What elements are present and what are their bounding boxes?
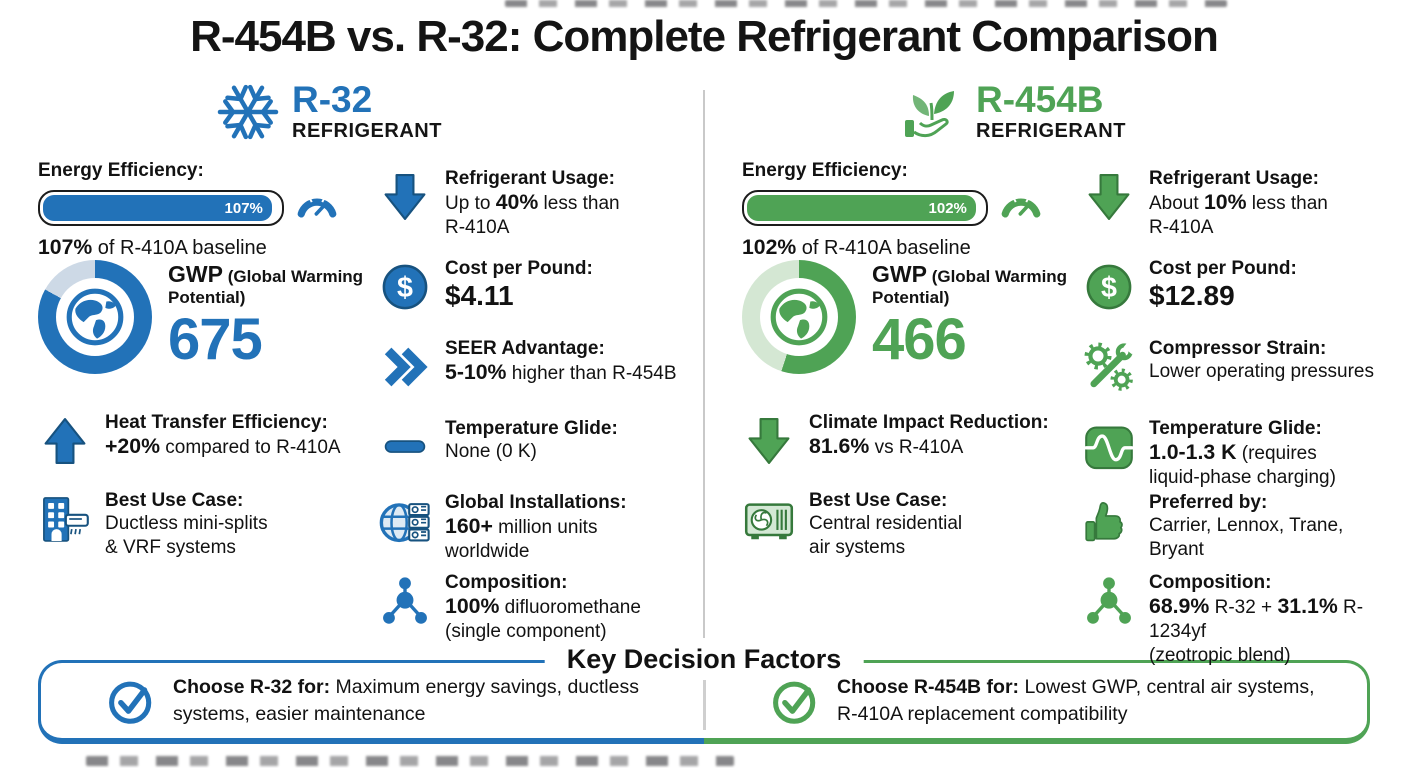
text-segment: R-410A replacement compatibility: [837, 703, 1128, 725]
molecule-icon: [1082, 570, 1136, 632]
feature-text-line: [809, 512, 962, 536]
text-segment: Up to: [445, 193, 496, 214]
r32-header: [216, 80, 442, 144]
text-segment: R-410A: [445, 217, 510, 238]
refrigerant-subtitle: REFRIGERANT: [976, 120, 1126, 142]
feature-item: [1082, 256, 1408, 318]
feature-text-line: [809, 536, 962, 560]
feature-text-line: [445, 216, 620, 240]
snowflake-icon: [216, 80, 280, 144]
footer-title: Key Decision Factors: [545, 644, 864, 675]
text-segment: & VRF systems: [105, 537, 236, 558]
feature-item: [378, 490, 708, 564]
decision-text-line: [173, 674, 639, 701]
feature-label: Compressor Strain:: [1149, 338, 1327, 359]
dash-icon: [378, 416, 432, 478]
text-segment: Choose R-454B for:: [837, 676, 1020, 698]
feature-item: [378, 416, 708, 478]
feature-item: [1082, 490, 1408, 562]
text-segment: Lowest GWP, central air systems,: [1019, 676, 1315, 698]
text-segment: systems, easier maintenance: [173, 703, 426, 725]
gauge-icon: [294, 187, 340, 229]
feature-text-line: [445, 360, 677, 386]
feature-label: Heat Transfer Efficiency:: [105, 412, 328, 433]
feature-label: Cost per Pound:: [445, 258, 593, 279]
feature-text-line: [1149, 440, 1336, 466]
gwp-block: [38, 260, 368, 374]
feature-item: [378, 256, 708, 318]
arrow-down-icon: [742, 410, 796, 472]
feature-text-line: [1149, 190, 1328, 216]
feature-text-line: [1149, 594, 1408, 644]
text-segment: Carrier, Lennox, Trane,: [1149, 515, 1344, 536]
text-segment: R-32 +: [1209, 597, 1278, 618]
text-segment: 5-10%: [445, 360, 507, 384]
energy-bar-value: 107%: [224, 199, 263, 217]
refrigerant-name: R-454B: [976, 79, 1104, 120]
gwp-value: 466: [872, 307, 966, 372]
text-segment: Ductless mini-splits: [105, 513, 268, 534]
feature-label: Refrigerant Usage:: [445, 168, 615, 189]
text-segment: less than: [1246, 193, 1328, 214]
feature-label: Composition:: [1149, 572, 1272, 593]
crop-artifact: [505, 0, 1227, 7]
check-circle-icon: [768, 672, 822, 730]
globe-units-icon: [378, 490, 432, 552]
feature-item: [742, 488, 1072, 560]
feature-text-line: [105, 512, 268, 536]
text-segment: 100%: [445, 594, 500, 618]
feature-item: [742, 410, 1072, 472]
feature-item: [1082, 336, 1408, 398]
text-segment: None (0 K): [445, 441, 537, 462]
text-segment: (requires: [1236, 443, 1317, 464]
r32-decision-row: [104, 672, 684, 730]
feature-text-line: [445, 280, 593, 312]
text-segment: $4.11: [445, 280, 514, 311]
text-segment: 160+: [445, 514, 493, 538]
feature-item: [38, 410, 368, 472]
energy-efficiency-block: [38, 160, 358, 260]
earth-icon: [766, 284, 832, 350]
text-segment: vs R-410A: [869, 437, 964, 458]
r454b-decision-row: [768, 672, 1348, 730]
text-segment: Central residential: [809, 513, 963, 534]
feature-item: [378, 570, 708, 644]
decision-text: [837, 672, 1315, 730]
feature-text-line: [1149, 360, 1374, 384]
text-segment: R-1234yf: [1149, 597, 1364, 642]
feature-text-line: [1149, 280, 1297, 312]
gwp-donut: [742, 260, 856, 374]
feature-text-line: [445, 540, 627, 564]
feature-text-line: [105, 434, 341, 460]
decision-text-line: [173, 701, 639, 728]
feature-item: [378, 336, 708, 398]
feature-label: Temperature Glide:: [1149, 418, 1322, 439]
decision-text-line: [837, 674, 1315, 701]
feature-item: [1082, 416, 1408, 490]
gwp-label: GWP (Global Warming Potential): [168, 261, 364, 307]
earth-icon: [62, 284, 128, 350]
text-segment: 10%: [1203, 190, 1247, 214]
energy-progress-bar: [742, 190, 988, 226]
dollar-icon: [378, 256, 432, 318]
feature-text-line: [445, 514, 627, 540]
text-segment: 40%: [495, 190, 539, 214]
text-segment: $12.89: [1149, 280, 1235, 311]
text-segment: Maximum energy savings, ductless: [330, 676, 639, 698]
svg-text:$: $: [1101, 272, 1117, 305]
refrigerant-subtitle: REFRIGERANT: [292, 120, 442, 142]
energy-progress-fill: [43, 195, 272, 221]
feature-label: Refrigerant Usage:: [1149, 168, 1319, 189]
feature-text-line: [809, 434, 1049, 460]
arrow-down-icon: [1082, 166, 1136, 228]
text-segment: 81.6%: [809, 434, 870, 458]
energy-caption: [38, 236, 358, 260]
dollar-icon: [1082, 256, 1136, 318]
feature-label: Global Installations:: [445, 492, 627, 513]
feature-label: Composition:: [445, 572, 568, 593]
arrow-up-icon: [38, 410, 92, 472]
feature-item: [1082, 166, 1408, 240]
feature-text-line: [445, 440, 618, 464]
feature-text-line: [1149, 466, 1336, 490]
feature-text-line: [445, 594, 641, 620]
text-segment: (zeotropic blend): [1149, 645, 1291, 666]
energy-progress-bar: [38, 190, 284, 226]
energy-label: Energy Efficiency:: [742, 160, 908, 181]
page-title: R-454B vs. R-32: Complete Refrigerant Comparison: [190, 12, 1218, 61]
decision-divider: [703, 680, 706, 730]
feature-label: SEER Advantage:: [445, 338, 605, 359]
molecule-icon: [378, 570, 432, 632]
text-segment: Choose R-32 for:: [173, 676, 331, 698]
feature-text-line: [445, 190, 620, 216]
check-circle-icon: [104, 672, 158, 730]
gwp-donut: [38, 260, 152, 374]
text-segment: of R-410A baseline: [92, 237, 267, 259]
arrow-down-icon: [378, 166, 432, 228]
text-segment: R-410A: [1149, 217, 1214, 238]
svg-text:$: $: [397, 272, 413, 305]
text-segment: worldwide: [445, 541, 530, 562]
text-segment: of R-410A baseline: [796, 237, 971, 259]
energy-progress-fill: [747, 195, 976, 221]
thumbs-up-icon: [1082, 490, 1136, 552]
text-segment: (single component): [445, 621, 607, 642]
feature-label: Climate Impact Reduction:: [809, 412, 1049, 433]
decision-text-line: [837, 701, 1315, 728]
text-segment: 107%: [38, 236, 93, 259]
energy-efficiency-block: [742, 160, 1062, 260]
ac-unit-icon: [742, 488, 796, 550]
feature-label: Temperature Glide:: [445, 418, 618, 439]
feature-text-line: [105, 536, 268, 560]
wave-square-icon: [1082, 416, 1136, 478]
feature-label: Cost per Pound:: [1149, 258, 1297, 279]
energy-bar-value: 102%: [928, 199, 967, 217]
text-segment: liquid-phase charging): [1149, 467, 1336, 488]
feature-item: [378, 166, 708, 240]
text-segment: compared to R-410A: [159, 437, 341, 458]
gears-wrench-icon: [1082, 336, 1136, 398]
refrigerant-name: R-32: [292, 79, 373, 120]
text-segment: Bryant: [1149, 539, 1204, 560]
text-segment: +20%: [105, 434, 160, 458]
feature-label: Best Use Case:: [105, 490, 244, 511]
text-segment: million units: [492, 517, 598, 538]
text-segment: 1.0-1.3 K: [1149, 440, 1237, 464]
gwp-value: 675: [168, 307, 262, 372]
building-icon: [38, 488, 92, 550]
text-segment: air systems: [809, 537, 906, 558]
feature-text-line: [1149, 644, 1408, 668]
text-segment: higher than R-454B: [506, 363, 677, 384]
feature-label: Preferred by:: [1149, 492, 1268, 513]
text-segment: 102%: [742, 236, 797, 259]
text-segment: Lower operating pressures: [1149, 361, 1374, 382]
r454b-header: [900, 80, 1126, 144]
feature-label: Best Use Case:: [809, 490, 948, 511]
text-segment: difluoromethane: [499, 597, 641, 618]
feature-text-line: [1149, 216, 1328, 240]
gwp-block: [742, 260, 1072, 374]
feature-text-line: [1149, 514, 1343, 538]
gauge-icon: [998, 187, 1044, 229]
feature-item: [38, 488, 368, 560]
hand-plant-icon: [900, 80, 964, 144]
gwp-label: GWP (Global Warming Potential): [872, 261, 1068, 307]
text-segment: About: [1149, 193, 1204, 214]
energy-caption: [742, 236, 1062, 260]
text-segment: 31.1%: [1277, 594, 1338, 618]
double-chevron-icon: [378, 336, 432, 398]
decision-text: [173, 672, 639, 730]
energy-label: Energy Efficiency:: [38, 160, 204, 181]
feature-item: [1082, 570, 1408, 668]
crop-artifact: [86, 756, 734, 766]
feature-text-line: [445, 620, 641, 644]
text-segment: less than: [538, 193, 620, 214]
feature-text-line: [1149, 538, 1343, 562]
text-segment: 68.9%: [1149, 594, 1210, 618]
